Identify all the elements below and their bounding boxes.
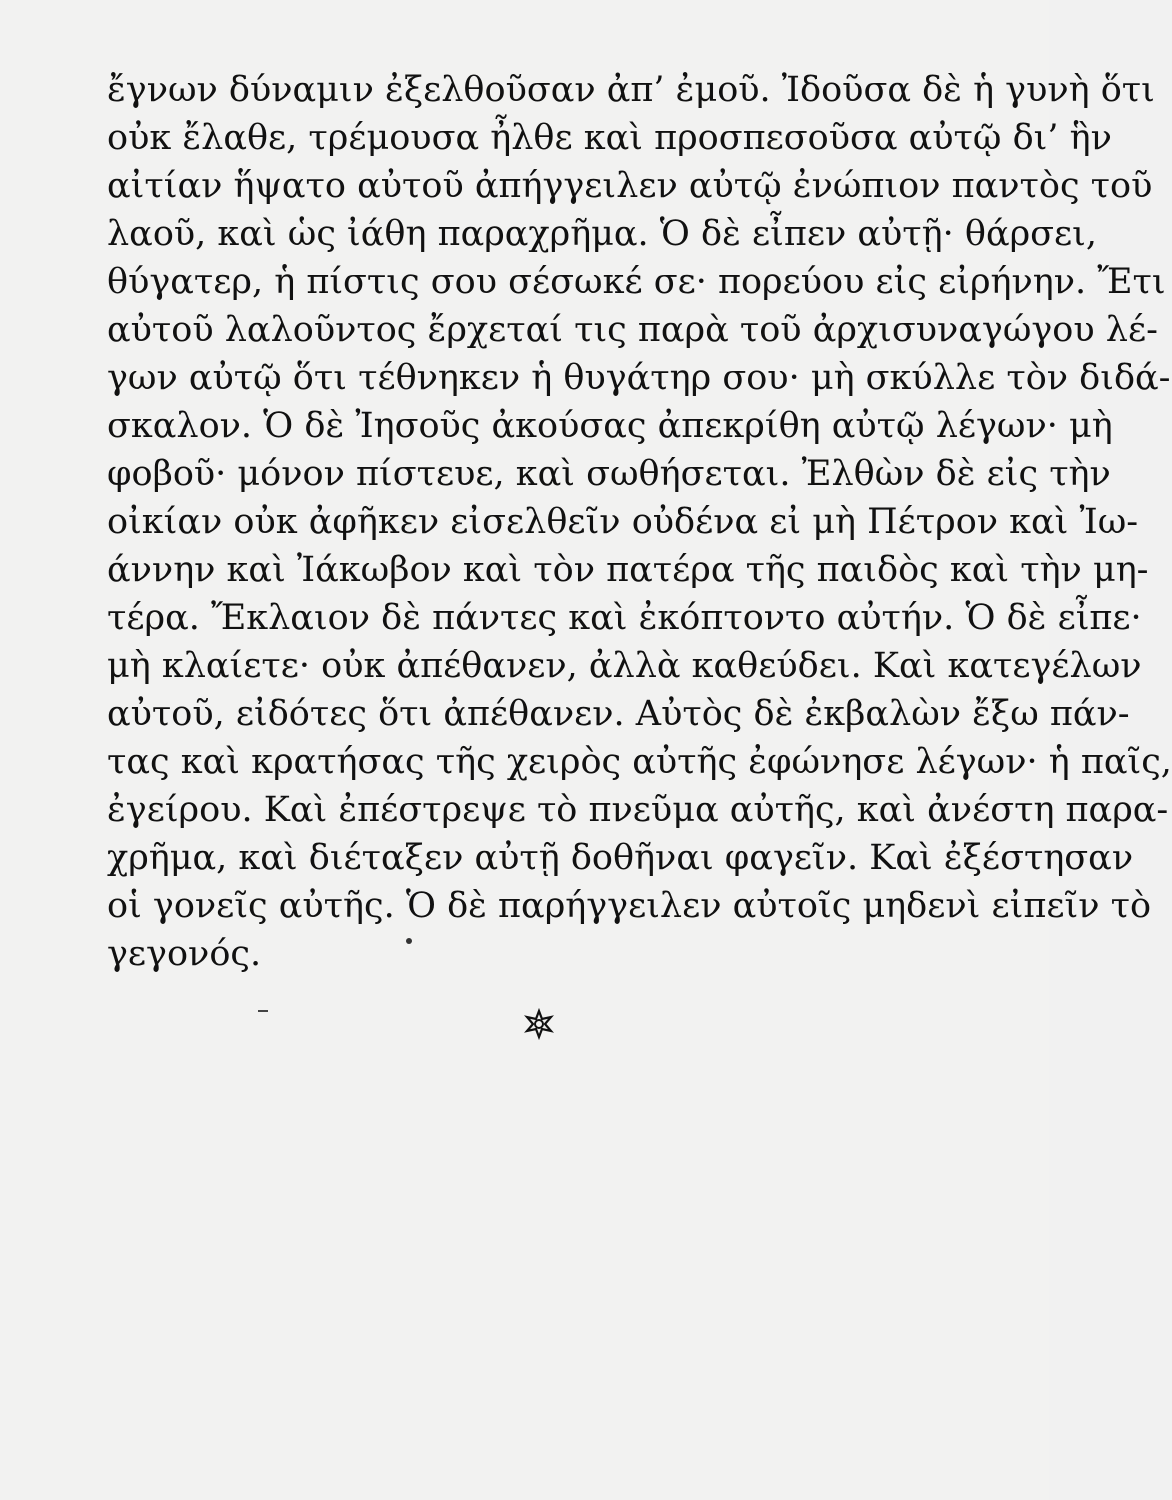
text-line: σκαλον. Ὁ δὲ Ἰησοῦς ἀκούσας ἀπεκρίθη αὐτῷ λέγων· μὴ	[107, 406, 1113, 446]
text-line: ἐγείρου. Καὶ ἐπέστρεψε τὸ πνεῦμα αὐτῆς, καὶ ἀνέστη παρα-	[107, 790, 1169, 830]
text-line: γων αὐτῷ ὅτι τέθνηκεν ἡ θυγάτηρ σου· μὴ σκύλλε τὸν διδά-	[107, 358, 1171, 398]
text-line: τας καὶ κρατήσας τῆς χειρὸς αὐτῆς ἐφώνησε λέγων· ἡ παῖς,	[107, 742, 1172, 782]
text-line: αὐτοῦ λαλοῦντος ἔρχεταί τις παρὰ τοῦ ἀρχισυναγώγου λέ-	[107, 310, 1158, 350]
text-line: άννην καὶ Ἰάκωβον καὶ τὸν πατέρα τῆς παιδὸς καὶ τὴν μη-	[107, 550, 1149, 590]
text-line: μὴ κλαίετε· οὐκ ἀπέθανεν, ἀλλὰ καθεύδει. Καὶ κατεγέλων	[107, 646, 1142, 686]
text-line: τέρα. Ἔκλαιον δὲ πάντες καὶ ἐκόπτοντο αὐτήν. Ὁ δὲ εἶπε·	[107, 598, 1142, 638]
text-line: αὐτοῦ, εἰδότες ὅτι ἀπέθανεν. Αὐτὸς δὲ ἐκβαλὼν ἔξω πάν-	[107, 694, 1130, 734]
text-line: θύγατερ, ἡ πίστις σου σέσωκέ σε· πορεύου εἰς εἰρήνην. Ἔτι	[107, 262, 1166, 302]
text-line: χρῆμα, καὶ διέταξεν αὐτῇ δοθῆναι φαγεῖν. Καὶ ἐξέστησαν	[107, 838, 1134, 878]
text-line: οἱ γονεῖς αὐτῆς. Ὁ δὲ παρήγγειλεν αὐτοῖς μηδενὶ εἰπεῖν τὸ	[107, 886, 1152, 926]
ink-dot	[406, 938, 412, 944]
text-line: αἰτίαν ἥψατο αὐτοῦ ἀπήγγειλεν αὐτῷ ἐνώπιον παντὸς τοῦ	[107, 166, 1153, 206]
text-line: γεγονός.	[107, 934, 262, 974]
text-line: ἔγνων δύναμιν ἐξελθοῦσαν ἀπ’ ἐμοῦ. Ἰδοῦσα δὲ ἡ γυνὴ ὅτι	[107, 70, 1155, 110]
section-ornament-icon	[525, 1010, 553, 1038]
text-line: οὐκ ἔλαθε, τρέμουσα ἦλθε καὶ προσπεσοῦσα αὐτῷ δι’ ἣν	[107, 118, 1112, 158]
text-line: λαοῦ, καὶ ὡς ἰάθη παραχρῆμα. Ὁ δὲ εἶπεν αὐτῇ· θάρσει,	[107, 214, 1098, 254]
text-line: οἰκίαν οὐκ ἀφῆκεν εἰσελθεῖν οὐδένα εἰ μὴ Πέτρον καὶ Ἰω-	[107, 502, 1139, 542]
text-line: φοβοῦ· μόνον πίστευε, καὶ σωθήσεται. Ἐλθὼν δὲ εἰς τὴν	[107, 454, 1111, 494]
ink-dash	[258, 1010, 268, 1012]
